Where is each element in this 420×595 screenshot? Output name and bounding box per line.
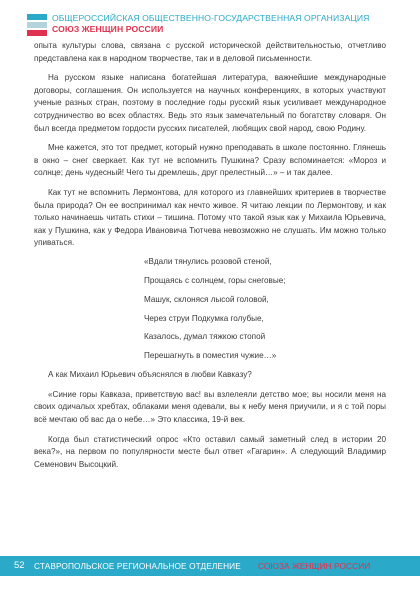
article-body <box>34 40 386 471</box>
poem-quote <box>144 256 386 363</box>
paragraph-6: «Синие горы Кавказа, приветствую вас! вы взлелеяли детство мое; вы носили меня на своих одичалых хребтах, облаками меня одевали, вы к небу меня приучили, и я с той поры всё мечтаю об вас да о небе…» Это классика, 19-й век. <box>34 389 386 425</box>
poem-line: «Вдали тянулись розовой стеной, <box>144 256 272 266</box>
poem-line: Через струи Подкумка голубые, <box>144 313 264 323</box>
footer-department-text: СТАВРОПОЛЬСКОЕ РЕГИОНАЛЬНОЕ ОТДЕЛЕНИЕ <box>34 560 241 571</box>
organization-title-line2: СОЮЗ ЖЕНЩИН РОССИИ <box>52 24 164 34</box>
paragraph-3: Мне кажется, это тот предмет, который нужно преподавать в школе постоянно. Глянешь в окно – снег сверкает. Как тут не вспомнить Пушкина? Сразу вспоминается: «Мороз и солнце; день чудесный! Чего ты дремлешь, друг прелестный…» – и так далее. <box>34 143 386 178</box>
footer-union-text: СОЮЗА ЖЕНЩИН РОССИИ <box>258 560 371 571</box>
poem-line: Казалось, думал тяжкою стопой <box>144 332 266 342</box>
logo-blue-stripe <box>27 14 47 20</box>
paragraph-1: опыта культуры слова, связана с русской исторической действительностью, отчетливо представлена как в народном творчестве, так и в деловой письменности. <box>34 41 386 63</box>
paragraph-7: Когда был статистический опрос «Кто оставил самый заметный след в истории 20 века?», на первом по популярности месте был ответ «Гагарин». А следующий Владимир Семенович Высоцкий. <box>34 434 386 469</box>
paragraph-5: А как Михаил Юрьевич объяснялся в любви Кавказу? <box>48 370 252 380</box>
organization-logo-icon <box>27 14 47 36</box>
logo-red-stripe <box>27 30 47 36</box>
page-footer <box>0 556 420 576</box>
poem-line: Перешагнуть в поместия чужие…» <box>144 351 277 361</box>
paragraph-4: Как тут не вспомнить Лермонтова, для которого из главнейших критериев в творчестве была природа? Он ее воспринимал как нечто живое. Я читаю лекции по Лермонтову, и как только начинаешь читать стихи – тишина. Потому что такой язык как у Михаила Юрьевича, как у Пушкина, как у Федора Ивановича Тютчева невозможно не слушать. Им можно только упиваться. <box>34 187 386 248</box>
page-number: 52 <box>14 560 25 571</box>
poem-line: Прощаясь с солнцем, горы снеговые; <box>144 275 286 285</box>
logo-light-blue-stripe <box>27 22 47 28</box>
paragraph-2: На русском языке написана богатейшая литература, важнейшие международные договоры, соглашения. Он используется на научных конференциях, в которых участвуют ученые разных стран, поэтому в последние годы русский язык усиливает международное сотрудничество во всех областях. Ведь это язык замечательный по богатству словаря. Он был всегда предметом гордости русских писателей, любящих свой народ, свою Родину. <box>34 73 386 133</box>
poem-line: Машук, склоняся лысой головой, <box>144 294 269 304</box>
page-header <box>0 0 420 40</box>
organization-title-line1: ОБЩЕРОССИЙСКАЯ ОБЩЕСТВЕННО-ГОСУДАРСТВЕННАЯ ОРГАНИЗАЦИЯ <box>52 13 370 23</box>
